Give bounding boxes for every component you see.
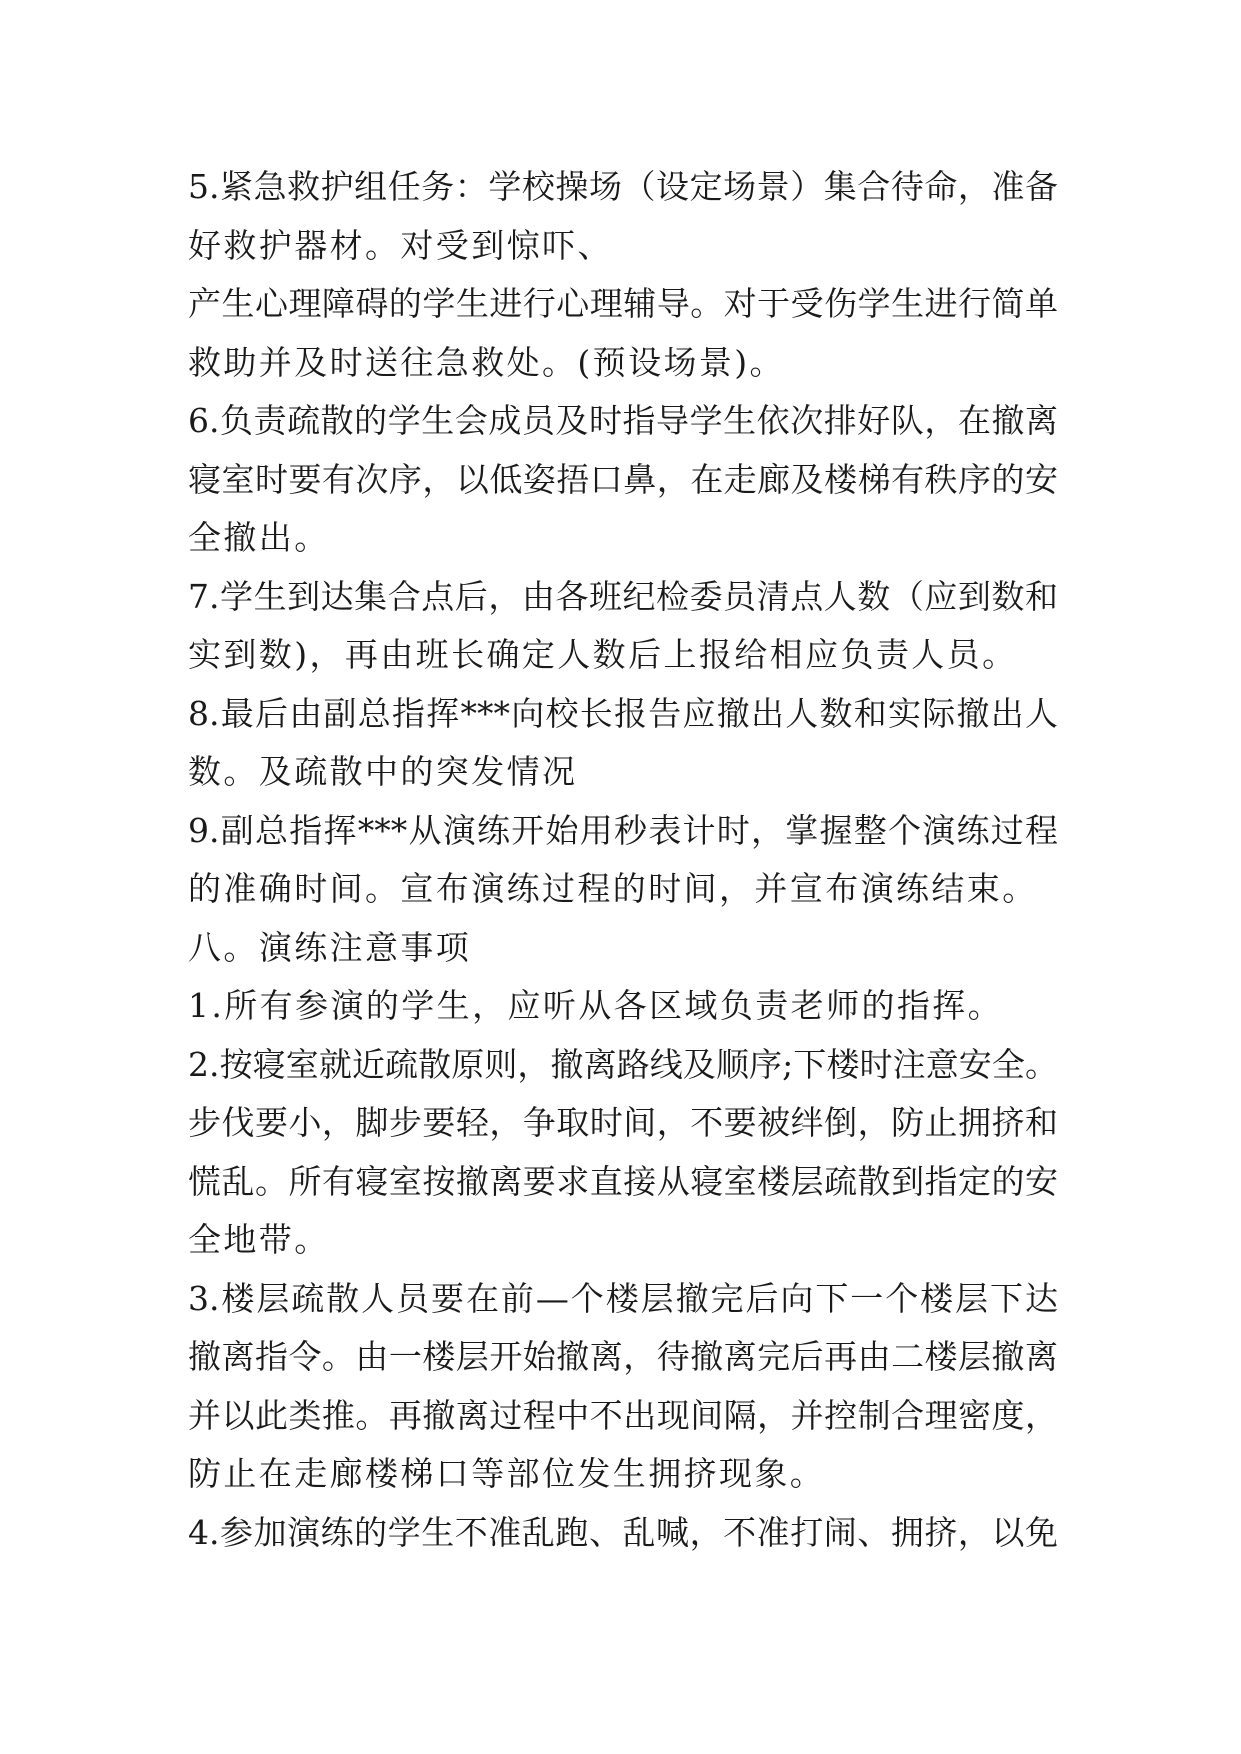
text-line: 9.副总指挥***从演练开始用秒表计时，掌握整个演练过程 <box>188 810 1058 850</box>
text-line: 八。演练注意事项 <box>188 927 472 967</box>
text-line: 5.紧急救护组任务：学校操场（设定场景）集合待命，准备 <box>188 167 1058 206</box>
text-line: 并以此类推。再撤离过程中不出现间隔，并控制合理密度， <box>188 1395 1058 1435</box>
document-body <box>188 158 1058 1562</box>
text-line: 7.学生到达集合点后，由各班纪检委员清点人数（应到数和 <box>188 576 1058 616</box>
text-line: 产生心理障碍的学生进行心理辅导。对于受伤学生进行简单 <box>188 284 1058 323</box>
text-line: 数。及疏散中的突发情况 <box>188 752 578 791</box>
text-line: 全撤出。 <box>188 518 330 557</box>
text-line: 步伐要小，脚步要轻，争取时间，不要被绊倒，防止拥挤和 <box>188 1103 1058 1142</box>
text-line: 慌乱。所有寝室按撤离要求直接从寝室楼层疏散到指定的安 <box>188 1161 1058 1201</box>
text-line: 防止在走廊楼梯口等部位发生拥挤现象。 <box>188 1454 826 1493</box>
text-line: 8.最后由副总指挥***向校长报告应撤出人数和实际撤出人 <box>188 693 1058 733</box>
text-line: 2.按寝室就近疏散原则，撤离路线及顺序;下楼时注意安全。 <box>188 1044 1058 1084</box>
text-line: 1.所有参演的学生，应听从各区域负责老师的指挥。 <box>188 986 1004 1025</box>
text-line: 全地带。 <box>188 1220 330 1259</box>
text-line: 的准确时间。宣布演练过程的时间，并宣布演练结束。 <box>188 869 1038 908</box>
text-line: 撤离指令。由一楼层开始撤离，待撤离完后再由二楼层撤离 <box>188 1337 1058 1376</box>
text-line: 好救护器材。对受到惊吓、 <box>188 225 613 265</box>
text-line: 实到数)，再由班长确定人数后上报给相应负责人员。 <box>188 635 1018 674</box>
text-line: 3.楼层疏散人员要在前—个楼层撤完后向下一个楼层下达 <box>188 1278 1058 1318</box>
text-line: 4.参加演练的学生不准乱跑、乱喊，不准打闹、拥挤，以免 <box>188 1512 1058 1552</box>
text-line: 寝室时要有次序，以低姿捂口鼻，在走廊及楼梯有秩序的安 <box>188 459 1058 499</box>
text-line: 6.负责疏散的学生会成员及时指导学生依次排好队，在撤离 <box>188 401 1058 440</box>
text-line: 救助并及时送往急救处。(预设场景)。 <box>188 342 785 382</box>
